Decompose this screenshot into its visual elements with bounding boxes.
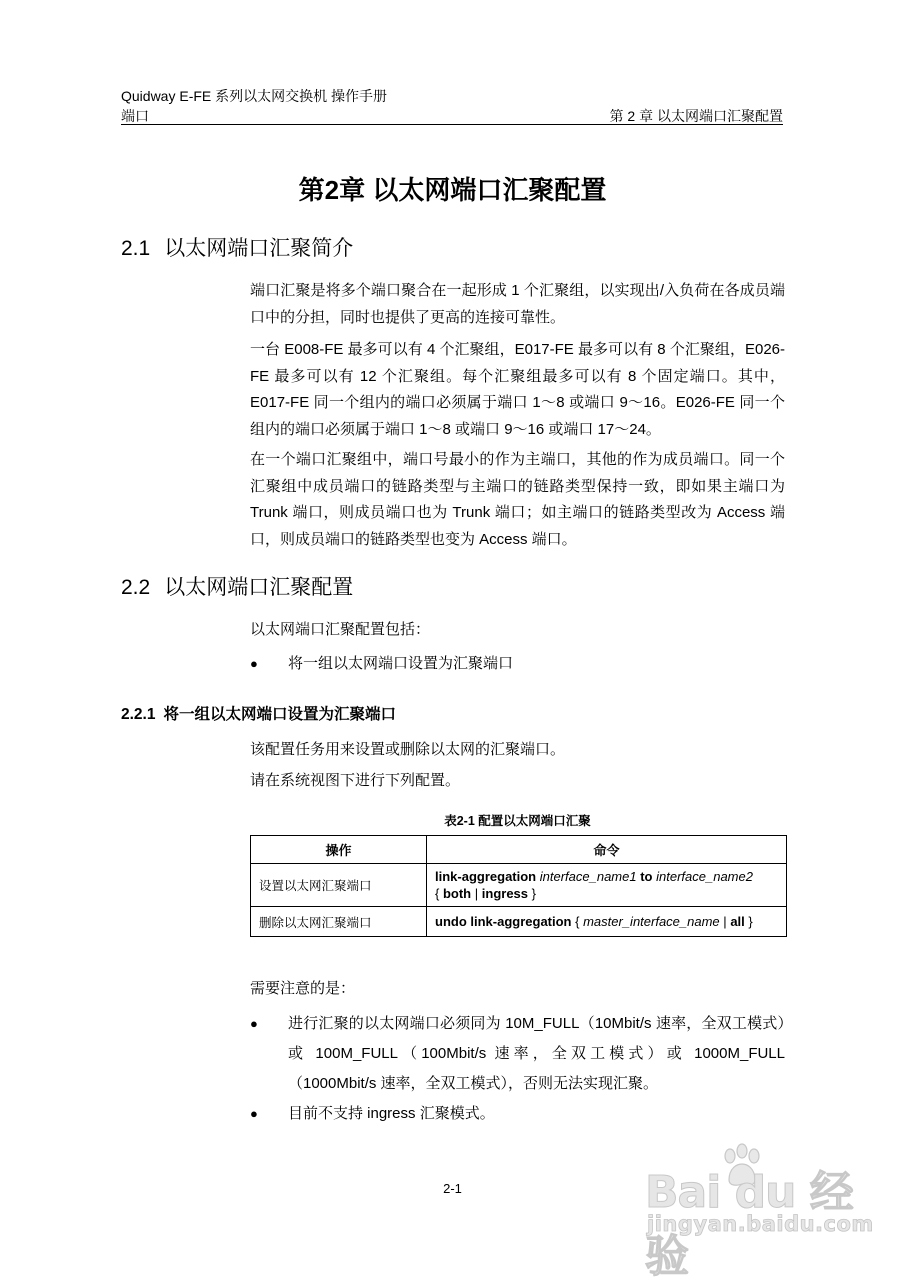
bullet-icon: ● — [250, 656, 258, 671]
page-number: 2-1 — [443, 1181, 462, 1196]
command-argument: interface_name1 — [539, 869, 637, 884]
header-rule — [121, 124, 783, 125]
header-section-right: 第 2 章 以太网端口汇聚配置 — [609, 108, 783, 124]
command-separator: | — [474, 886, 479, 901]
operation-cell: 删除以太网汇聚端口 — [251, 907, 427, 937]
command-brace: } — [531, 886, 536, 901]
paragraph: 以太网端口汇聚配置包括： — [250, 621, 431, 638]
command-brace: { — [435, 886, 440, 901]
header-section-left: 端口 — [121, 108, 149, 124]
command-keyword: ingress — [481, 886, 529, 901]
paragraph: 需要注意的是： — [250, 980, 356, 997]
baidu-jingyan-watermark — [645, 1140, 874, 1280]
subsection-number: 2.2.1 — [121, 706, 156, 723]
command-keyword: both — [442, 886, 472, 901]
list-item: ● 进行汇聚的以太网端口必须同为 10M_FULL（10Mbit/s 速率，全双工模式）或 100M_FULL（100Mbit/s 速率，全双工模式）或 1000M_FULL（1000Mbit/s 速率，全双工模式），否则无法实现汇聚。 — [250, 1009, 785, 1099]
chapter-title: 第2章 以太网端口汇聚配置 — [298, 175, 607, 205]
command-cell — [427, 864, 787, 907]
command-keyword: undo link-aggregation — [435, 914, 572, 929]
command-separator: | — [723, 914, 727, 929]
command-table — [250, 835, 787, 937]
section-heading-2-2 — [121, 571, 353, 601]
command-keyword: link-aggregation — [435, 869, 537, 884]
table-row — [251, 907, 787, 937]
bullet-icon: ● — [250, 1106, 258, 1121]
paragraph: 端口汇聚是将多个端口聚合在一起形成 1 个汇聚组，以实现出/入负荷在各成员端口中的分担，同时也提供了更高的连接可靠性。 — [250, 282, 785, 326]
command-cell — [427, 907, 787, 937]
command-brace: } — [748, 914, 753, 929]
bullet-icon: ● — [250, 1016, 258, 1031]
paragraph: 请在系统视图下进行下列配置。 — [250, 772, 461, 789]
section-number: 2.2 — [121, 576, 151, 599]
section-title: 以太网端口汇聚简介 — [164, 237, 354, 260]
table-caption: 表2-1 配置以太网端口汇聚 — [444, 814, 591, 828]
watermark-logo: Bai du 经验 — [645, 1167, 853, 1280]
table-row — [251, 864, 787, 907]
list-item: ● 将一组以太网端口设置为汇聚端口 — [250, 649, 785, 679]
watermark-url: jingyan.baidu.com — [647, 1212, 874, 1236]
list-item: ● 目前不支持 ingress 汇聚模式。 — [250, 1099, 785, 1129]
section-title: 以太网端口汇聚配置 — [164, 576, 354, 599]
operation-cell: 设置以太网汇聚端口 — [251, 864, 427, 907]
command-keyword: to — [640, 869, 653, 884]
command-argument: master_interface_name — [583, 914, 720, 929]
subsection-heading-2-2-1 — [121, 702, 396, 724]
paragraph: 该配置任务用来设置或删除以太网的汇聚端口。 — [250, 741, 566, 758]
command-brace: { — [575, 914, 580, 929]
section-number: 2.1 — [121, 237, 151, 260]
column-header-operation: 操作 — [251, 836, 427, 864]
subsection-title: 将一组以太网端口设置为汇聚端口 — [163, 706, 396, 723]
table-header-row — [251, 836, 787, 864]
command-argument: interface_name2 — [656, 869, 753, 884]
paragraph: 一台 E008-FE 最多可以有 4 个汇聚组，E017-FE 最多可以有 8 个汇聚组，E026-FE 最多可以有 12 个汇聚组。每个汇聚组最多可以有 8 个固定端口。其中，E017-FE 同一个组内的端口必须属于端口 1～8 或端口 9～16。E026-FE 同一个组内的端口必须属于端口 1～8 或端口 9～16 或端口 17～24。 — [250, 341, 785, 438]
header-doc-title: Quidway E-FE 系列以太网交换机 操作手册 — [121, 88, 388, 104]
paragraph: 在一个端口汇聚组中，端口号最小的作为主端口，其他的作为成员端口。同一个汇聚组中成员端口的链路类型与主端口的链路类型保持一致，即如果主端口为 Trunk 端口，则成员端口也为 Trunk 端口；如主端口的链路类型改为 Access 端口，则成员端口的链路类型也变为 Access 端口。 — [250, 451, 785, 548]
section-heading-2-1 — [121, 232, 353, 262]
column-header-command: 命令 — [427, 836, 787, 864]
command-keyword: all — [730, 914, 745, 929]
